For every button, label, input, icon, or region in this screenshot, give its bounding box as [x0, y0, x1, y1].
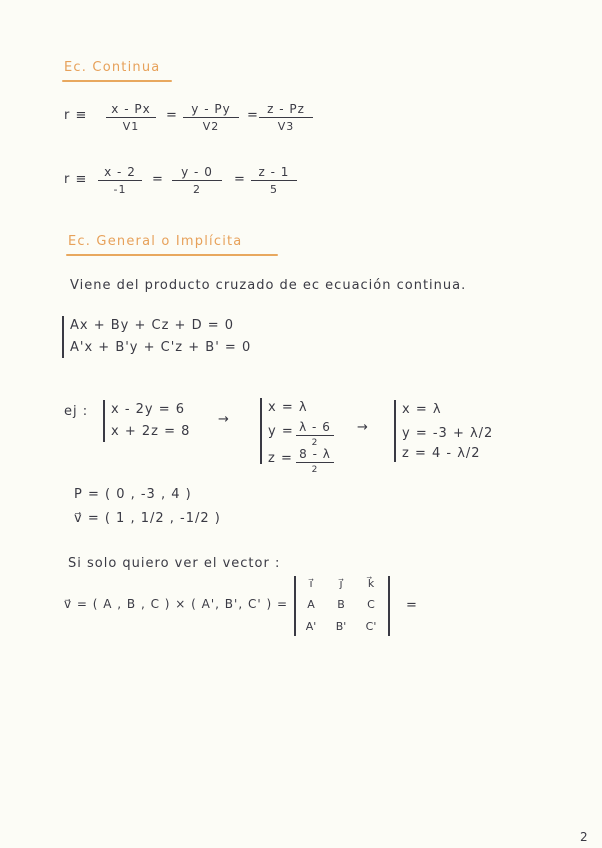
example-fraction-x-den: -1: [113, 183, 127, 197]
fraction-x: [106, 102, 156, 133]
result-system-brace: [394, 400, 396, 462]
result-row-2: y = -3 + λ/2: [402, 426, 494, 441]
page-number: 2: [580, 830, 589, 844]
fraction-z-num: z - Pz: [267, 102, 305, 116]
matrix-a-prime: A': [305, 620, 317, 633]
matrix-b: B: [337, 598, 345, 611]
example-fraction-z: [251, 165, 297, 196]
general-intro-text: Viene del producto cruzado de ec ecuación continua.: [70, 278, 467, 293]
matrix-j-icon: j⃗: [339, 577, 343, 590]
determinant-left-bar: [294, 576, 296, 636]
equals-sign: =: [152, 172, 164, 187]
param-fraction-z-den: 2: [311, 465, 319, 476]
heading-continuous: Ec. Continua: [64, 60, 161, 75]
param-fraction-z-num: 8 - λ: [299, 447, 331, 461]
matrix-k-icon: k⃗: [367, 577, 375, 590]
example-fraction-z-den: 5: [270, 183, 278, 197]
heading-general: Ec. General o Implícita: [68, 234, 243, 249]
fraction-bar: [98, 180, 142, 181]
fraction-bar: [172, 180, 222, 181]
example-label: ej :: [64, 404, 89, 419]
general-row-2: A'x + B'y + C'z + B' = 0: [70, 340, 252, 355]
param-fraction-y: [296, 420, 334, 448]
matrix-b-prime: B': [335, 620, 347, 633]
heading-continuous-underline: [62, 80, 172, 82]
param-row-1: x = λ: [268, 400, 308, 415]
example-fraction-y-num: y - 0: [181, 165, 213, 179]
vector-intro-text: Si solo quiero ver el vector :: [68, 556, 281, 571]
arrow-2: →: [357, 420, 369, 435]
fraction-bar: [296, 462, 334, 463]
system-brace: [62, 316, 64, 358]
example-system-brace: [103, 400, 105, 442]
equals-sign: =: [247, 108, 259, 123]
example-fraction-x-num: x - 2: [104, 165, 136, 179]
cross-product-lhs: v⃗ = ( A , B , C ) × ( A', B', C' ) =: [64, 597, 289, 611]
fraction-bar: [106, 117, 156, 118]
result-row-3: z = 4 - λ/2: [402, 446, 481, 461]
example-fraction-x: [98, 165, 142, 196]
example-fraction-y: [172, 165, 222, 196]
heading-general-underline: [66, 254, 278, 256]
param-fraction-y-den: 2: [311, 438, 319, 449]
matrix-c: C: [367, 598, 375, 611]
param-row-3-lhs: z =: [268, 451, 293, 466]
fraction-bar: [183, 117, 239, 118]
fraction-bar: [251, 180, 297, 181]
fraction-y-num: y - Py: [191, 102, 231, 116]
matrix-a: A: [307, 598, 315, 611]
fraction-bar: [259, 117, 313, 118]
param-system-brace: [260, 398, 262, 464]
example-system-row-1: x - 2y = 6: [111, 402, 186, 417]
param-fraction-y-num: λ - 6: [299, 420, 331, 434]
example-system-row-2: x + 2z = 8: [111, 424, 191, 439]
general-row-1: Ax + By + Cz + D = 0: [70, 318, 235, 333]
matrix-c-prime: C': [365, 620, 377, 633]
determinant-equals: =: [406, 598, 418, 613]
fraction-bar: [296, 435, 334, 436]
matrix-i-icon: i⃗: [309, 577, 313, 590]
param-row-2-lhs: y =: [268, 424, 294, 439]
fraction-x-den: V1: [122, 120, 140, 134]
vector-text: v⃗ = ( 1 , 1/2 , -1/2 ): [74, 511, 221, 526]
fraction-y: [183, 102, 239, 133]
equals-sign: =: [166, 108, 178, 123]
point-text: P = ( 0 , -3 , 4 ): [74, 487, 192, 502]
fraction-z-den: V3: [277, 120, 295, 134]
determinant-right-bar: [388, 576, 390, 636]
equals-sign: =: [234, 172, 246, 187]
example-continuous-lhs: r ≡: [64, 172, 88, 187]
result-row-1: x = λ: [402, 402, 442, 417]
example-fraction-z-num: z - 1: [258, 165, 290, 179]
example-fraction-y-den: 2: [193, 183, 201, 197]
fraction-x-num: x - Px: [111, 102, 151, 116]
arrow-1: →: [218, 412, 230, 427]
fraction-y-den: V2: [202, 120, 220, 134]
param-fraction-z: [296, 447, 334, 475]
fraction-z: [259, 102, 313, 133]
continuous-lhs: r ≡: [64, 108, 88, 123]
